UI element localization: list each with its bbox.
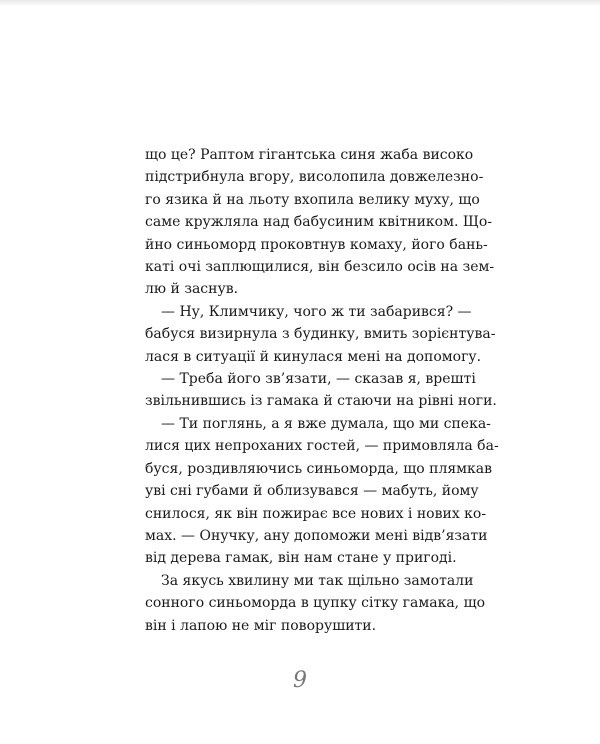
text-line: підстрибнула вгору, висолопила довжелезно- [145, 169, 484, 186]
text-line: бабуся визирнула з будинку, вмить зорієнтува- [145, 326, 496, 343]
text-line: що це? Раптом гігантська синя жаба високо [145, 147, 474, 163]
text-line: уві сні губами й облизувався — мабуть, йому [145, 483, 479, 500]
text-line: від дерева гамак, він нам стане у пригоді. [145, 550, 457, 567]
page-edge-shadow [0, 0, 600, 6]
body-text [145, 144, 499, 637]
text-line: лися цих непроханих гостей, — примовляла ба- [145, 438, 499, 455]
text-line: снилося, як він пожирає все нових і нових ко- [145, 505, 487, 522]
text-line: лася в ситуації й кинулася мені на допомогу. [145, 348, 482, 365]
page-number: 9 [293, 668, 307, 693]
text-line: звільнившись із гамака й стаючи на рівні ноги. [145, 393, 497, 410]
text-line: саме кружляла над бабусиним квітником. Що- [145, 214, 493, 231]
text-line: він і лапою не міг поворушити. [145, 617, 377, 634]
text-line: За якусь хвилину ми так щільно замотали [161, 572, 474, 589]
text-line: мах. — Онучку, ану допоможи мені відв’язати [145, 527, 488, 544]
text-line: йно синьоморд проковтнув комаху, його бань- [145, 236, 488, 253]
text-line: каті очі заплющилися, він безсило осів на зем- [145, 259, 495, 276]
text-line: сонного синьоморда в цупку сітку гамака, що [145, 595, 486, 612]
text-line: го язика й на льоту вхопила велику муху, що [145, 191, 480, 208]
text-line: буся, роздивляючись синьоморда, що плямкав [145, 460, 493, 477]
text-line: — Треба його зв’язати, — сказав я, врешті [161, 371, 476, 388]
text-line: лю й заснув. [145, 281, 239, 298]
text-line: — Ну, Климчику, чого ж ти забарився? — [161, 303, 472, 320]
text-line: — Ти поглянь, а я вже думала, що ми спека- [161, 415, 491, 432]
